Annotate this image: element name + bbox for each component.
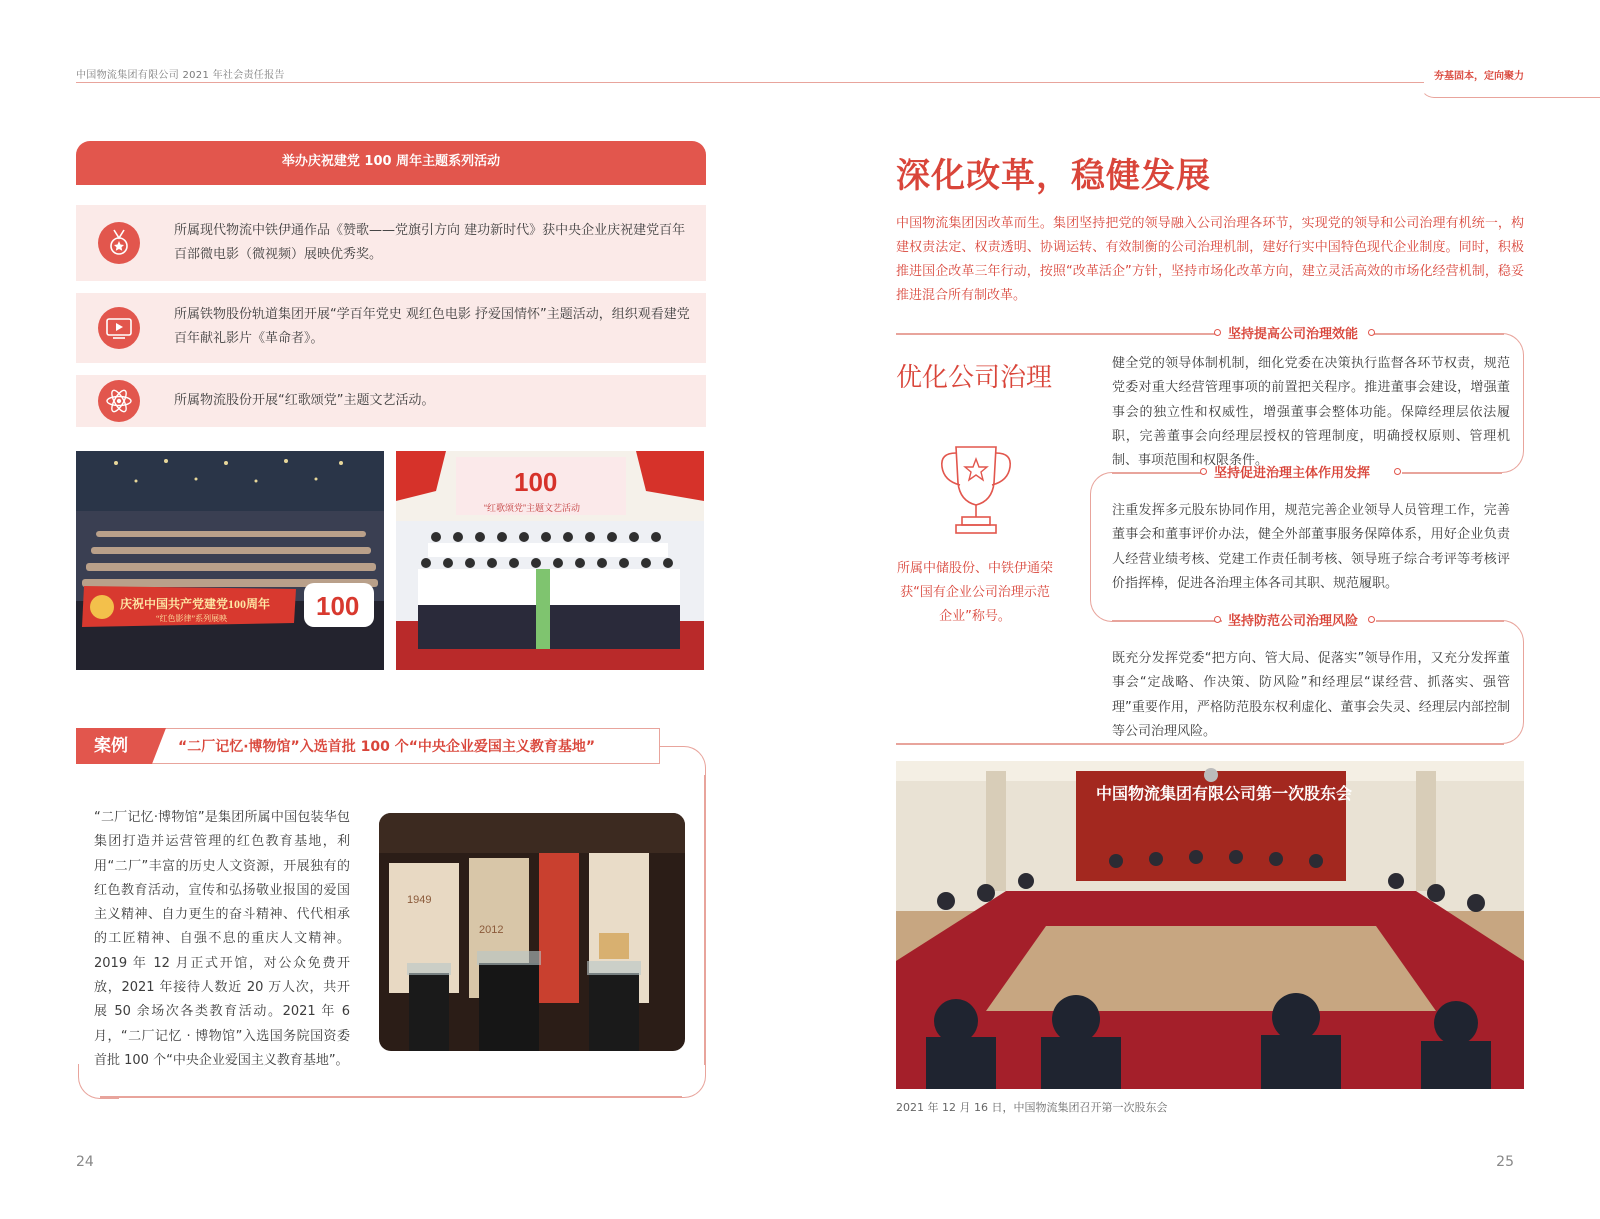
governance-title: 优化公司治理 <box>896 363 1053 393</box>
banner-text-2: “红色影律”系列展映 <box>156 614 228 623</box>
governance-heading-1: 坚持提高公司治理效能 <box>1224 323 1362 342</box>
case-frame-corner <box>680 1064 706 1098</box>
museum-photo <box>379 813 685 1051</box>
video-screen-icon <box>98 307 140 349</box>
activity-item <box>76 375 706 427</box>
governance-body-1: 健全党的领导体制机制，细化党委在决策执行监督各环节权责，规范党委对重大经营管理事项的前置把关程序。推进董事会建设，增强董事会的独立性和权威性，增强董事会整体功能。保障经理层依法履职，完善董事会向经理层授权的管理制度，明确授权原则、管理机制、事项范围和权限条件。 <box>1112 356 1510 469</box>
activities-title: 举办庆祝建党 100 周年主题系列活动 <box>76 141 706 185</box>
governance-body-2: 注重发挥多元股东协同作用，规范完善企业领导人员管理工作，完善董事会和董事评价办法，健全外部董事服务保障体系，用好企业负责人经营业绩考核、党建工作责任制考核、领导班子综合考评等考核评价指挥棒，促进各治理主体各司其职、规范履职。 <box>1112 503 1510 591</box>
anniversary-badge: 100 <box>316 591 360 621</box>
heading-dot <box>1214 329 1221 336</box>
heading-dot <box>1368 616 1375 623</box>
activity-item <box>76 293 706 363</box>
page-number-left: 24 <box>76 1154 94 1170</box>
case-tab-slant <box>152 728 166 764</box>
section-header-title: 夯基固本，定向聚力 <box>1434 71 1524 82</box>
group-performance-photo <box>396 451 704 670</box>
frame-line <box>1376 620 1504 622</box>
case-title: “二厂记忆·博物馆”入选首批 100 个“中央企业爱国主义教育基地” <box>178 739 596 755</box>
banner-text-1: 庆祝中国共产党建党100周年 <box>120 597 271 611</box>
governance-heading-3: 坚持防范公司治理风险 <box>1224 610 1362 629</box>
frame-line <box>896 333 1216 335</box>
heading-dot <box>1368 329 1375 336</box>
case-text: “二厂记忆·博物馆”是集团所属中国包装华包集团打造并运营管理的红色教育基地，利用“二厂”丰富的历史人文资源，开展独有的红色教育活动，宣传和弘扬敬业报国的爱国主义精神、自力更生的奋斗精神、代代相承的工匠精神、自强不息的重庆人文精神。2019 年 12 月正式开馆，对公众免费开放，2021 年接待人数近 20 万人次，共开展 50 余场次各类教育活动。2021 年 6 月，“二厂记忆 · 博物馆”入选国务院国资委首批 100 个“中央企业爱国主义教育基地”。 <box>94 810 350 1068</box>
meeting-banner-text: 中国物流集团有限公司第一次股东会 <box>1096 786 1353 803</box>
frame-line <box>1374 333 1504 335</box>
governance-caption: 所属中储股份、中铁伊通荣获“国有企业公司治理示范企业”称号。 <box>896 561 1053 624</box>
activity-item <box>76 205 706 281</box>
report-header-title: 中国物流集团有限公司 2021 年社会责任报告 <box>76 70 285 81</box>
governance-body-3: 既充分发挥党委“把方向、管大局、促落实”领导作用，又充分发挥董事会“定战略、作决策、防风险”和经理层“谋经营、抓落实、强管理”重要作用，严格防范股东权利虚化、董事会失灵、经理层内部控制等公司治理风险。 <box>1112 651 1510 739</box>
activity-text: 所属现代物流中铁伊通作品《赞歌——党旗引方向 建功新时代》获中央企业庆祝建党百年百部微电影（微视频）展映优秀奖。 <box>174 223 686 262</box>
header-divider-curve <box>1420 82 1445 98</box>
cinema-screening-photo <box>76 451 384 670</box>
anniversary-badge: 100 <box>514 467 558 497</box>
museum-year-label: 2012 <box>479 924 504 936</box>
museum-year-label: 1949 <box>407 894 432 906</box>
case-frame-right <box>704 775 706 1065</box>
header-divider <box>76 82 1424 83</box>
meeting-photo-caption: 2021 年 12 月 16 日，中国物流集团召开第一次股东会 <box>896 1101 1168 1114</box>
case-tab: 案例 <box>76 728 152 764</box>
section-title: 深化改革，稳健发展 <box>896 156 1211 196</box>
governance-heading-2: 坚持促进治理主体作用发挥 <box>1210 462 1374 481</box>
shareholder-meeting-photo <box>896 761 1524 1089</box>
heading-dot <box>1214 616 1221 623</box>
atom-icon <box>98 380 140 422</box>
case-frame-bottom <box>100 1096 682 1098</box>
section-intro: 中国物流集团因改革而生。集团坚持把党的领导融入公司治理各环节，实现党的领导和公司治理有机统一，构建权责法定、权责透明、协调运转、有效制衡的公司治理机制，建好行实中国特色现代企业制度。同时，积极推进国企改革三年行动，按照“改革活企”方针，坚持市场化改革方向，建立灵活高效的市场化经营机制，稳妥推进混合所有制改革。 <box>896 216 1524 303</box>
case-frame <box>660 746 706 776</box>
trophy-icon <box>936 443 1016 541</box>
activity-text: 所属物流股份开展“红歌颂党”主题文艺活动。 <box>174 393 435 408</box>
backdrop-text: “红歌颂党”主题文艺活动 <box>484 503 580 513</box>
frame-curve <box>1090 472 1114 622</box>
frame-line <box>1112 620 1222 622</box>
activity-text: 所属铁物股份轨道集团开展“学百年党史 观红色电影 抒爱国情怀”主题活动，组织观看建党百年献礼影片《革命者》。 <box>174 307 690 346</box>
page-number-right: 25 <box>1496 1154 1514 1170</box>
medal-icon <box>98 222 140 264</box>
header-divider-right <box>1440 97 1600 98</box>
